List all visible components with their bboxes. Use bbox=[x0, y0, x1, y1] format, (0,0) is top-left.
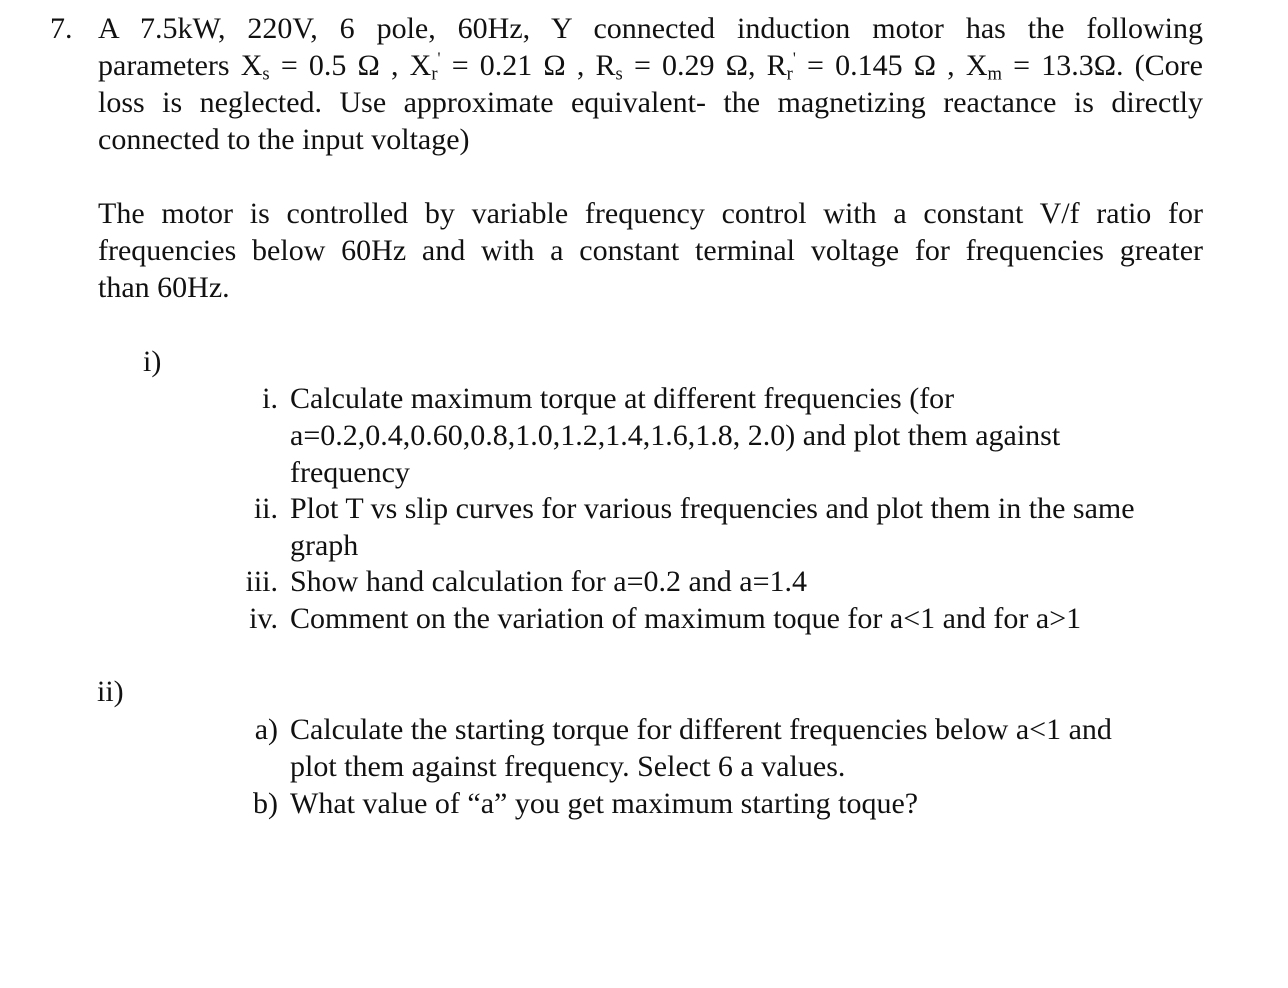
rr-symbol: R bbox=[766, 49, 787, 82]
xr-subscript: r bbox=[431, 63, 438, 85]
xm-symbol: X bbox=[965, 49, 988, 82]
control-paragraph bbox=[98, 195, 1203, 306]
item-marker: a) bbox=[254, 713, 278, 746]
xs-symbol: X bbox=[240, 49, 263, 82]
item-marker: iii. bbox=[245, 565, 278, 598]
item-line: frequency bbox=[290, 456, 410, 489]
question-number: 7. bbox=[50, 12, 73, 45]
part-i-label: i) bbox=[143, 345, 162, 378]
xr-symbol: X bbox=[409, 49, 432, 82]
item-line: What value of “a” you get maximum starting toque? bbox=[290, 787, 919, 820]
xm-subscript: m bbox=[987, 63, 1002, 85]
item-line: Plot T vs slip curves for various frequencies and plot them in the same bbox=[290, 492, 1135, 525]
xs-value: = 0.5 Ω , bbox=[269, 49, 410, 82]
intro-line-1: A 7.5kW, 220V, 6 pole, 60Hz, Y connected induction motor has the following bbox=[98, 12, 1203, 45]
item-line: graph bbox=[290, 529, 359, 562]
xr-prime: ' bbox=[437, 48, 441, 68]
item-marker: b) bbox=[253, 787, 278, 820]
rr-prime: ' bbox=[792, 48, 796, 68]
item-marker: ii. bbox=[253, 492, 278, 525]
part-i-item-3 bbox=[245, 563, 1190, 600]
xm-value: = 13.3Ω. (Core bbox=[1001, 49, 1203, 82]
item-line: Calculate maximum torque at different frequencies (for bbox=[290, 382, 955, 415]
item-line: Show hand calculation for a=0.2 and a=1.4 bbox=[290, 565, 808, 598]
part-ii-item-a bbox=[254, 711, 1190, 785]
rs-value: = 0.29 Ω, bbox=[622, 49, 767, 82]
part-i-item-1 bbox=[262, 380, 1190, 491]
parameters-line bbox=[98, 47, 1203, 84]
xs-subscript: s bbox=[262, 63, 270, 85]
control-line-1: The motor is controlled by variable frequency control with a constant V/f ratio for bbox=[98, 197, 1203, 230]
rs-subscript: s bbox=[615, 63, 623, 85]
part-ii-item-b bbox=[253, 785, 1190, 822]
item-line: Calculate the starting torque for different frequencies below a<1 and bbox=[290, 713, 1112, 746]
item-marker: i. bbox=[262, 382, 278, 415]
rs-symbol: R bbox=[595, 49, 616, 82]
rr-subscript: r bbox=[786, 63, 793, 85]
xr-value: = 0.21 Ω , bbox=[440, 49, 596, 82]
intro-line-3: loss is neglected. Use approximate equivalent- the magnetizing reactance is directly bbox=[98, 86, 1203, 119]
item-marker: iv. bbox=[249, 602, 278, 635]
item-line: a=0.2,0.4,0.60,0.8,1.0,1.2,1.4,1.6,1.8, 2.0) and plot them against bbox=[290, 419, 1061, 452]
intro-line-4: connected to the input voltage) bbox=[98, 123, 470, 156]
question-intro bbox=[98, 10, 1203, 158]
part-i-item-2 bbox=[253, 490, 1200, 564]
item-line: plot them against frequency. Select 6 a values. bbox=[290, 750, 846, 783]
parameters-prefix: parameters bbox=[98, 49, 241, 82]
control-line-3: than 60Hz. bbox=[98, 271, 230, 304]
control-line-2: frequencies below 60Hz and with a constant terminal voltage for frequencies greater bbox=[98, 234, 1203, 267]
item-line: Comment on the variation of maximum toque for a<1 and for a>1 bbox=[290, 602, 1082, 635]
rr-value: = 0.145 Ω , bbox=[795, 49, 966, 82]
part-ii-label: ii) bbox=[97, 675, 124, 708]
part-i-item-4 bbox=[249, 600, 1190, 637]
